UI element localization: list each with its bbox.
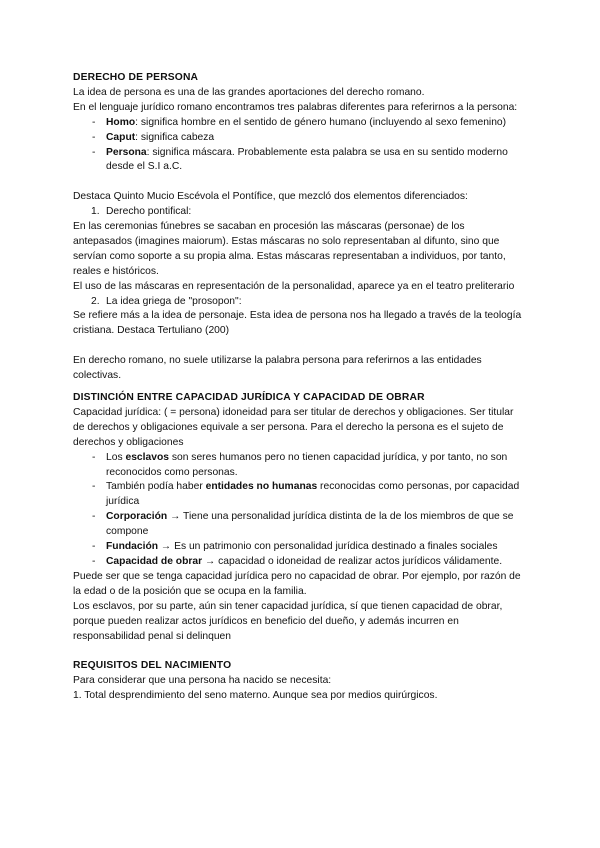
list-item [73, 540, 523, 555]
bullet-marker: - [92, 541, 96, 553]
list-item [73, 510, 523, 540]
bullet-marker: - [92, 116, 96, 128]
paragraph: Capacidad jurídica: ( = persona) idoneidad para ser titular de derechos y obligaciones. Ser titular de derechos y obligaciones equivale a ser persona. Para el derecho la persona es el sujeto de derechos y obligaciones [73, 406, 514, 448]
term: Homo [106, 116, 136, 128]
list-item [73, 146, 523, 176]
spacer [73, 175, 523, 190]
list-item [73, 295, 523, 310]
term: Caput [106, 131, 136, 143]
list-item-text: Los [106, 451, 126, 463]
paragraph: Puede ser que se tenga capacidad jurídica pero no capacidad de obrar. Por ejemplo, por razón de la edad o de la posición que se ocupa en la familia. [73, 570, 521, 597]
list-item [73, 451, 523, 481]
section-title-requisitos: REQUISITOS DEL NACIMIENTO [73, 660, 232, 672]
bold-term: Capacidad de obrar [106, 555, 203, 567]
paragraph: En las ceremonias fúnebres se sacaban en procesión las máscaras (personae) de los antepasados (imagines maiorum). Estas máscaras no solo representaban al difunto, sino que servían como soporte a su propia alma. Estas máscaras representaban a individuos, por tanto, reales e históricos. [73, 221, 506, 277]
list-item-text: son seres humanos pero no tienen capacidad jurídica, y por tanto, no son reconocidos como personas. [106, 451, 508, 478]
spacer [73, 644, 523, 659]
bold-term: entidades no humanas [205, 481, 318, 493]
paragraph: Los esclavos, por su parte, aún sin tener capacidad jurídica, sí que tienen capacidad de obrar, porque pueden realizar actos jurídicos en beneficio del dueño, y además incurren en responsabilidad penal si delinquen [73, 600, 503, 642]
bullet-list [73, 451, 523, 570]
list-item [73, 116, 523, 131]
term: Persona [106, 146, 147, 158]
section-title-capacidad: DISTINCIÓN ENTRE CAPACIDAD JURÍDICA Y CAPACIDAD DE OBRAR [73, 392, 425, 403]
list-number: 2. [91, 295, 100, 307]
spacer [73, 339, 523, 354]
list-item [73, 555, 523, 570]
list-item-text: La idea griega de "prosopon": [106, 295, 242, 307]
bold-term: Fundación [106, 541, 159, 553]
paragraph: Destaca Quinto Mucio Escévola el Pontífice, que mezcló dos elementos diferenciados: [73, 191, 468, 203]
term-list [73, 116, 523, 176]
section-title-derecho-de-persona: DERECHO DE PERSONA [73, 72, 199, 83]
list-item [73, 480, 523, 510]
bullet-marker: - [92, 451, 96, 463]
paragraph: La idea de persona es una de las grandes aportaciones del derecho romano. [73, 86, 425, 98]
bullet-marker: - [92, 146, 96, 158]
bold-term: esclavos [125, 451, 169, 463]
bold-term: Corporación [106, 511, 168, 523]
list-item-text: → Tiene una personalidad jurídica distinta de la de los miembros de que se compone [106, 511, 514, 538]
list-item [73, 131, 523, 146]
paragraph: El uso de las máscaras en representación de la personalidad, aparece ya en el teatro preliterario [73, 280, 515, 292]
list-number: 1. [91, 206, 100, 218]
spacer [73, 384, 523, 391]
term-definition: : significa cabeza [135, 131, 215, 143]
list-item-text: → Es un patrimonio con personalidad jurídica destinado a finales sociales [158, 541, 498, 553]
numbered-list [73, 205, 523, 220]
list-item [73, 205, 523, 220]
paragraph: 1. Total desprendimiento del seno materno. Aunque sea por medios quirúrgicos. [73, 690, 438, 702]
paragraph: Para considerar que una persona ha nacido se necesita: [73, 675, 332, 687]
bullet-marker: - [92, 555, 96, 567]
paragraph: En derecho romano, no suele utilizarse la palabra persona para referirnos a las entidades colectivas. [73, 355, 482, 382]
paragraph: Se refiere más a la idea de personaje. Esta idea de persona nos ha llegado a través de la teología cristiana. Destaca Tertuliano (200) [73, 310, 522, 337]
list-item-text: → capacidad o idoneidad de realizar actos jurídicos válidamente. [202, 555, 503, 567]
list-item-text: reconocidas como personas, por capacidad jurídica [106, 481, 520, 508]
document-body [73, 71, 523, 704]
bullet-marker: - [92, 481, 96, 493]
term-definition: : significa hombre en el sentido de género humano (incluyendo al sexo femenino) [135, 116, 507, 128]
list-item-text: Derecho pontifical: [106, 206, 192, 218]
list-item-text: También podía haber [106, 481, 206, 493]
term-definition: : significa máscara. Probablemente esta palabra se usa en su sentido moderno desde el S.I a.C. [106, 146, 508, 173]
paragraph: En el lenguaje jurídico romano encontramos tres palabras diferentes para referirnos a la persona: [73, 101, 518, 113]
numbered-list [73, 295, 523, 310]
bullet-marker: - [92, 511, 96, 523]
bullet-marker: - [92, 131, 96, 143]
